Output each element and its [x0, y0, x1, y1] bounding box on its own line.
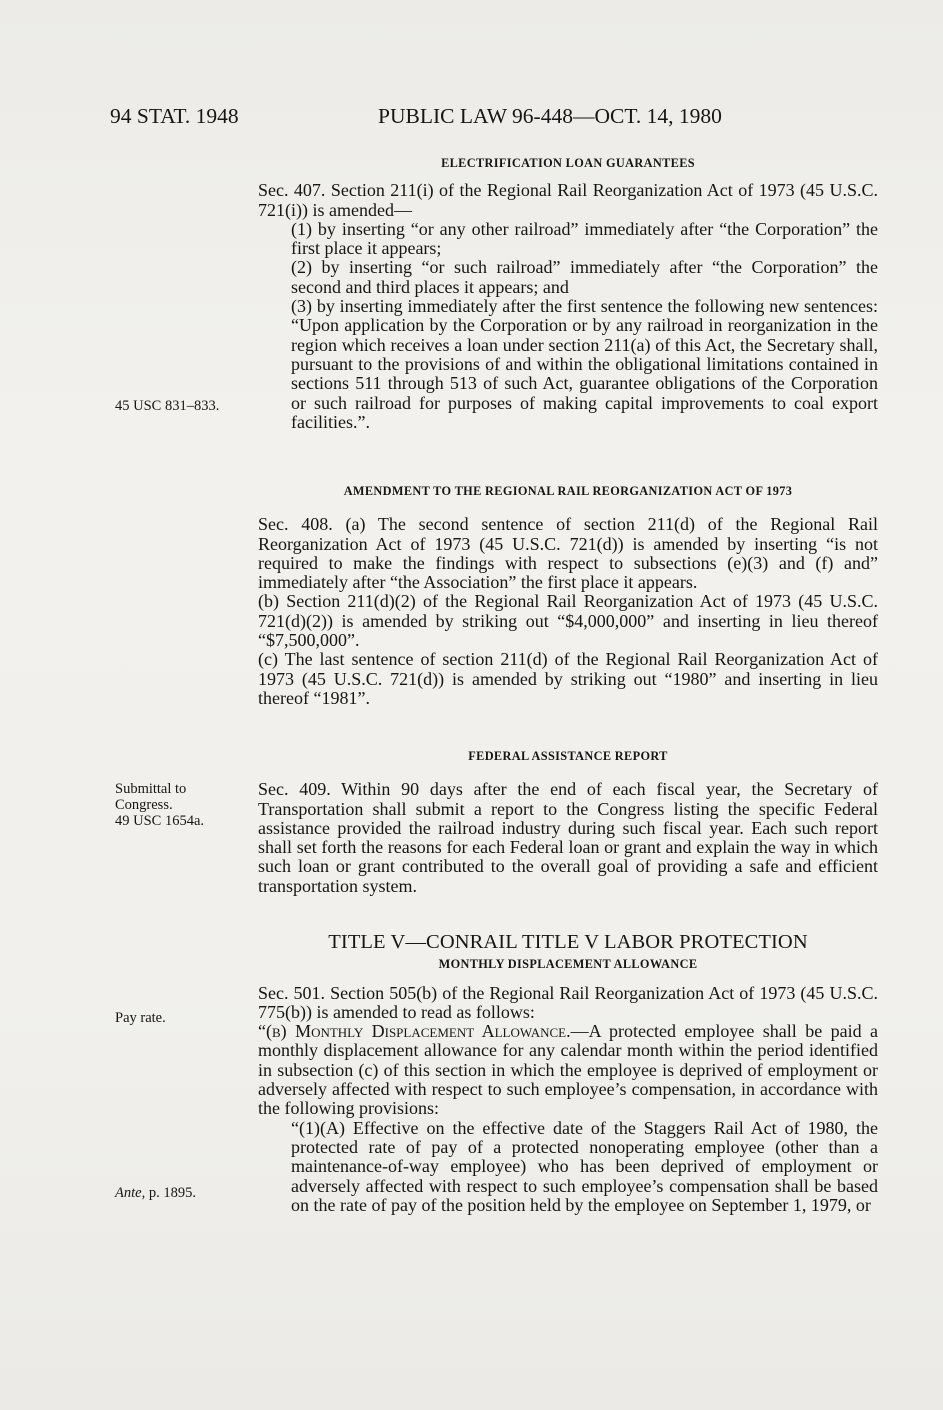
margin-note-pay-rate: Pay rate. — [115, 1010, 166, 1026]
statute-page-number: 94 STAT. 1948 — [110, 104, 239, 128]
amendment-item: (1) by inserting “or any other railroad” immediately after “the Corporation” the first place it appears; — [291, 218, 878, 259]
section-408 — [258, 482, 878, 708]
section-intro: Sec. 407. Section 211(i) of the Regional Rail Reorganization Act of 1973 (45 U.S.C. 721(i)) is amended— — [258, 180, 878, 220]
title-heading: TITLE V—CONRAIL TITLE V LABOR PROTECTION — [328, 931, 808, 953]
public-law-title: PUBLIC LAW 96-448—OCT. 14, 1980 — [378, 104, 722, 128]
margin-note-usc: 45 USC 831–833. — [115, 398, 220, 414]
section-heading: MONTHLY DISPLACEMENT ALLOWANCE — [438, 957, 698, 972]
margin-note-submittal: Submittal to Congress. 49 USC 1654a. — [115, 781, 205, 829]
section-407 — [258, 154, 878, 432]
paragraph-c: (c) The last sentence of section 211(d) of the Regional Rail Reorganization Act of 1973 (45 U.S.C. 721(d)) is amended by striking out “1980” and inserting in lieu thereof “1981”. — [258, 649, 878, 708]
page-header — [110, 104, 880, 134]
margin-note-ante: Ante, p. 1895. — [115, 1185, 196, 1201]
amendment-item: (3) by inserting immediately after the first sentence the following new sentences: “Upon application by the Corporation or by any railroad in reorganization in the region which receives a loan under section 211(a) of this Act, the Secretary shall, pursuant to the provisions of and within the obligational limitations contained in sections 511 through 513 of such Act, guarantee obligations of the Corporation or such railroad for purposes of making capital improvements to coal export facilities.”. — [291, 296, 878, 432]
paragraph-a: Sec. 408. (a) The second sentence of section 211(d) of the Regional Rail Reorganization Act of 1973 (45 U.S.C. 721(d)) is amended by inserting “is not required to make the findings with respect to subsections (e)(3) and (f) and” immediately after “the Association” the first place it appears. — [258, 514, 878, 593]
section-text: Sec. 409. Within 90 days after the end of each fiscal year, the Secretary of Transportation shall submit a report to the Congress listing the specific Federal assistance provided the railroad industry during such fiscal year. Each such report shall set forth the reasons for each Federal loan or grant and explain the way in which such loan or grant contributed to the overall goal of providing a safe and efficient transportation system. — [258, 779, 878, 896]
section-intro: Sec. 501. Section 505(b) of the Regional Rail Reorganization Act of 1973 (45 U.S.C. 775(b)) is amended to read as follows: — [258, 982, 878, 1022]
provision-1a: “(1)(A) Effective on the effective date of the Staggers Rail Act of 1980, the protected rate of pay of a protected nonoperating employee (other than a maintenance-of-way employee) who has been deprived of employment or adversely affected with respect to such employee’s compensation shall be based on the rate of pay of the position held by the employee on September 1, 1979, or — [291, 1117, 878, 1215]
title-v — [258, 933, 878, 1215]
section-heading: ELECTRIFICATION LOAN GUARANTEES — [441, 156, 695, 170]
section-409 — [258, 747, 878, 896]
paragraph-b: (b) Section 211(d)(2) of the Regional Rail Reorganization Act of 1973 (45 U.S.C. 721(d)(2)) is amended by striking out “$4,000,000” and inserting in lieu thereof “$7,500,000”. — [258, 591, 878, 651]
subsection-b: “(b) Monthly Displacement Allowance.—A protected employee shall be paid a monthly displacement allowance for any calendar month within the period identified in subsection (c) of this section in which the employee is deprived of employment or adversely affected with respect to such employee’s compensation, in accordance with the following provisions: — [258, 1021, 878, 1119]
section-heading: FEDERAL ASSISTANCE REPORT — [468, 749, 668, 763]
amendment-item: (2) by inserting “or such railroad” immediately after “the Corporation” the second and third places it appears; and — [291, 257, 878, 297]
section-heading: AMENDMENT TO THE REGIONAL RAIL REORGANIZATION ACT OF 1973 — [343, 484, 793, 498]
